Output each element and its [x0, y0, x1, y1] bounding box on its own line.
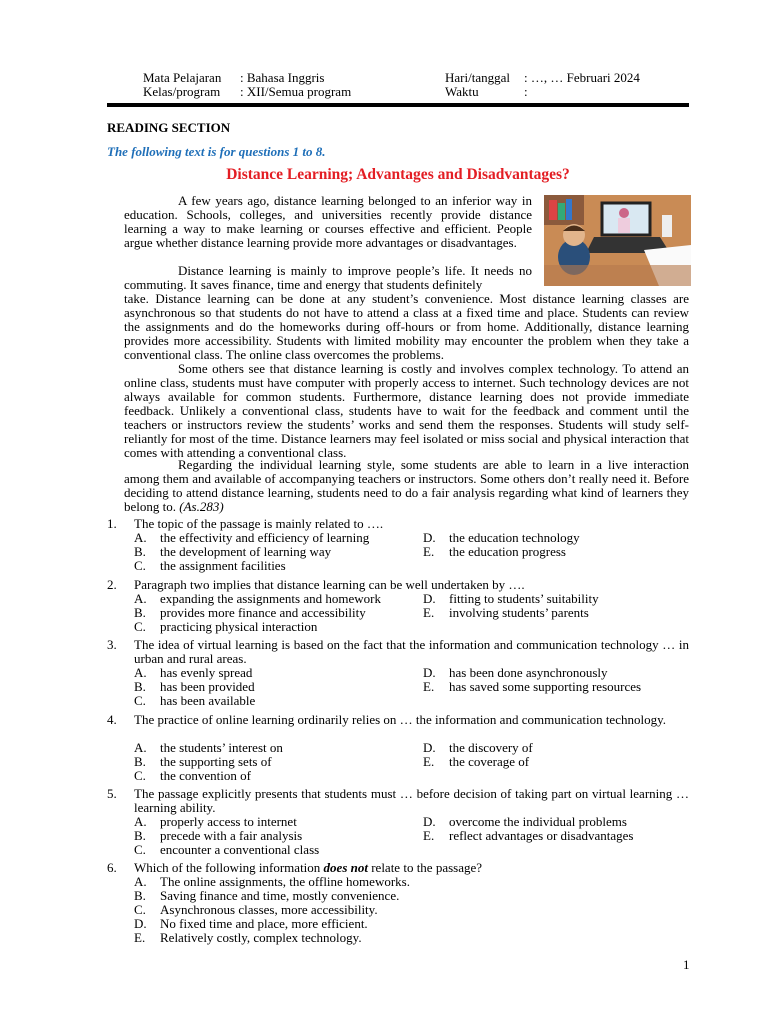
- question-number: 3.: [107, 637, 117, 652]
- question-number: 5.: [107, 786, 117, 801]
- student-online-class-photo: [544, 195, 691, 286]
- subject-label: Mata Pelajaran: [143, 70, 222, 85]
- passage-title: Distance Learning; Advantages and Disadvantages?: [226, 166, 570, 183]
- passage-paragraph-2a: [124, 264, 532, 292]
- class-value: : XII/Semua program: [240, 84, 352, 99]
- question-4: 4. The practice of online learning ordinarily relies on … the information and communication technology. A. the students’ interest on B. the supporting sets of C. the convention of D. the discovery of E. the coverage of: [107, 713, 689, 783]
- date-value: : …, … Februari 2024: [524, 70, 640, 85]
- page-number: 1: [683, 957, 690, 972]
- question-6: 6. Which of the following information does not relate to the passage? A. The online assignments, the offline homeworks. B. Saving finance and time, mostly convenience. C. Asynchronous classes, more accessibility. D. No fixed time and place, more efficient. E. Relatively costly, complex technology.: [107, 861, 689, 945]
- question-emphasis: does not: [323, 860, 368, 875]
- paragraph-1-text: A few years ago, distance learning belonged to an inferior way in education. Schools, colleges, and universities recently provide distance learning a way to make learning or courses effective and efficient. People argue whether distance learning provide more advantages or disadvantages.: [124, 193, 532, 250]
- question-5: 5. The passage explicitly presents that students must … before decision of taking part on virtual learning … learning ability. A. properly access to internet B. precede with a fair analysis C. encounter a conventional class D. overcome the individual problems E. reflect advantages or disadvantages: [107, 786, 689, 857]
- date-label: Hari/tanggal: [445, 70, 510, 85]
- question-text: The idea of virtual learning is based on the fact that the information and communication technology … in urban and rural areas.: [134, 637, 689, 666]
- question-3: 3. The idea of virtual learning is based on the fact that the information and communication technology … in urban and rural areas. A. has evenly spread B. has been provided C. has been available D. has been done asynchronously E. has saved some supporting resources: [107, 637, 689, 708]
- time-label: Waktu: [445, 84, 479, 99]
- passage-source: (As.283): [179, 499, 224, 514]
- passage-paragraph-3: [124, 362, 689, 460]
- section-title: READING SECTION: [107, 120, 231, 135]
- question-text: Paragraph two implies that distance learning can be well undertaken by ….: [134, 577, 525, 592]
- question-1: 1. The topic of the passage is mainly related to …. A. the effectivity and efficiency of learning B. the development of learning way C. the assignment facilities D. the education technology E. the education progress: [107, 517, 689, 573]
- class-label: Kelas/program: [143, 84, 221, 99]
- question-text: Which of the following information does not relate to the passage?: [134, 860, 483, 875]
- header-rule: [107, 103, 689, 107]
- question-number: 6.: [107, 860, 117, 875]
- question-text: The topic of the passage is mainly related to ….: [134, 516, 384, 531]
- question-number: 1.: [107, 516, 117, 531]
- paragraph-2b-text: take. Distance learning can be done at any student’s convenience. Most distance learning classes are asynchronous so that students do not have to attend a class at a fixed time and place. Students can review the assignments and do the homeworks during off-hours or from home. Additionally, distance learning provides more accessibility. Students with limited mobility may encounter the problem when they take a conventional class. The online class overcomes the problems.: [124, 291, 689, 362]
- question-number: 4.: [107, 712, 117, 727]
- paragraph-4-text: Regarding the individual learning style, some students are able to learn in a live interaction among them and available of accompanying teachers or instructors. Some others don’t really need it. Before deciding to attend distance learning, students need to do a fair analysis regarding what kind of learners they belong to.: [124, 457, 689, 514]
- question-text: The practice of online learning ordinarily relies on … the information and communication technology.: [134, 712, 666, 727]
- passage-paragraph-1: [124, 194, 532, 250]
- paragraph-3-text: Some others see that distance learning is costly and involves complex technology. To attend an online class, students must have computer with properly access to internet. Such technology devices are not always available for common students. Furthermore, distance learning does not provide immediate feedback. Unlikely a conventional class, students have to wait for the feedback and comment until the teachers or instructors review the students’ works and send them the responses. Students will study self-reliantly for most of the time. Distance learners may feel isolated or miss social and physical interaction that comes with attending a conventional class.: [124, 361, 689, 460]
- question-2: 2. Paragraph two implies that distance learning can be well undertaken by …. A. expanding the assignments and homework B. provides more finance and accessibility C. practicing physical interaction D. fitting to students’ suitability E. involving students’ parents: [107, 578, 689, 634]
- passage-paragraph-4: [124, 458, 689, 514]
- intro-text: The following text is for questions 1 to 8.: [107, 144, 326, 159]
- question-number: 2.: [107, 577, 117, 592]
- passage-paragraph-2b: [124, 292, 689, 362]
- paragraph-2a-text: Distance learning is mainly to improve people’s life. It needs no commuting. It saves finance, time and energy that students definitely: [124, 263, 532, 292]
- question-text: The passage explicitly presents that students must … before decision of taking part on virtual learning … learning ability.: [134, 786, 689, 815]
- subject-value: : Bahasa Inggris: [240, 70, 325, 85]
- time-value: :: [524, 84, 528, 99]
